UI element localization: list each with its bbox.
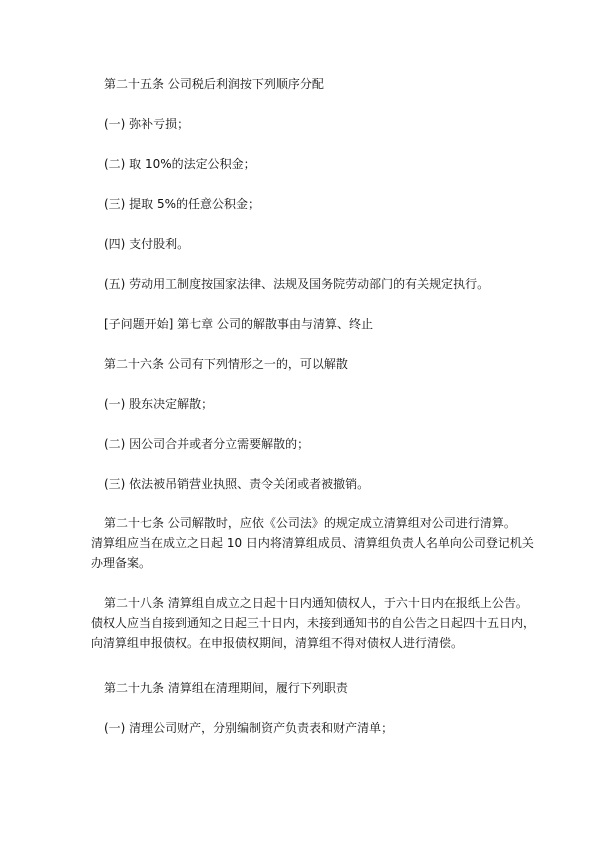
article-25-item-5: (五) 劳动用工制度按国家法律、法规及国务院劳动部门的有关规定执行。 (104, 277, 490, 291)
article-25-item-1: (一) 弥补亏损； (104, 117, 190, 131)
article-29-heading: 第二十九条 清算组在清理期间，履行下列职责 (104, 681, 348, 695)
article-28-line-1: 第二十八条 清算组自成立之日起十日内通知债权人，于六十日内在报纸上公告。 (104, 596, 528, 610)
article-26-heading: 第二十六条 公司有下列情形之一的，可以解散 (104, 357, 348, 371)
article-26-item-2: (二) 因公司合并或者分立需要解散的； (104, 437, 310, 451)
chapter-7-heading: [子问题开始] 第七章 公司的解散事由与清算、终止 (104, 317, 373, 331)
article-25-heading: 第二十五条 公司税后利润按下列顺序分配 (104, 77, 324, 91)
article-25-item-2: (二) 取 10%的法定公积金； (104, 157, 256, 171)
article-25-item-4: (四) 支付股利。 (104, 237, 190, 251)
article-29-item-1: (一) 清理公司财产，分别编制资产负责表和财产清单； (104, 721, 394, 735)
article-27-line-1: 第二十七条 公司解散时，应依《公司法》的规定成立清算组对公司进行清算。 (104, 516, 516, 530)
article-28-line-2: 债权人应当自接到通知之日起三十日内，未接到通知书的自公告之日起四十五日内， (91, 616, 536, 630)
article-25-item-3: (三) 提取 5%的任意公积金； (104, 197, 261, 211)
article-28-line-3: 向清算组申报债权。在申报债权期间，清算组不得对债权人进行清偿。 (91, 636, 464, 650)
article-27-line-3: 办理备案。 (91, 556, 152, 570)
article-28-paragraph (91, 593, 536, 653)
article-26-item-3: (三) 依法被吊销营业执照、责令关闭或者被撤销。 (104, 477, 370, 491)
article-27-paragraph (91, 513, 534, 573)
article-27-line-2: 清算组应当在成立之日起 10 日内将清算组成员、清算组负责人名单向公司登记机关 (91, 536, 534, 550)
article-26-item-1: (一) 股东决定解散； (104, 397, 214, 411)
